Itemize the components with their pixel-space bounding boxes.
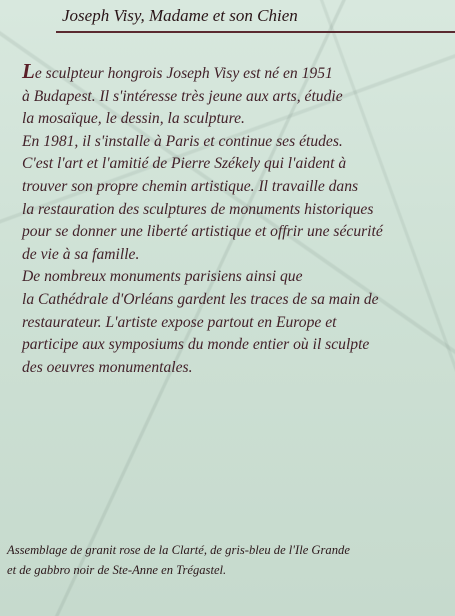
text-line: la restauration des sculptures de monuments historiques (22, 200, 374, 218)
text-line: la Cathédrale d'Orléans gardent les traces de sa main de (22, 290, 379, 308)
text-line: de vie à sa famille. (22, 245, 140, 263)
caption-line: Assemblage de granit rose de la Clarté, de gris-bleu de l'Ile Grande (7, 543, 350, 557)
text-line: restaurateur. L'artiste expose partout en Europe et (22, 313, 337, 331)
plaque-title: Joseph Visy, Madame et son Chien (62, 6, 298, 25)
text-line: De nombreux monuments parisiens ainsi que (22, 268, 303, 286)
title-underline (56, 31, 455, 33)
caption-line: et de gabbro noir de Ste-Anne en Trégastel. (7, 563, 227, 577)
text-line: participe aux symposiums du monde entier où il sculpte (22, 336, 370, 354)
drop-cap: L (22, 59, 35, 83)
biography-text (22, 60, 447, 379)
text-line: En 1981, il s'installe à Paris et continue ses études. (22, 132, 343, 150)
text-line: la mosaïque, le dessin, la sculpture. (22, 110, 245, 128)
text-line: à Budapest. Il s'intéresse très jeune aux arts, étudie (22, 87, 343, 105)
text-line: trouver son propre chemin artistique. Il travaille dans (22, 177, 359, 195)
text-line: pour se donner une liberté artistique et offrir une sécurité (22, 223, 383, 241)
first-line-text: e sculpteur hongrois Joseph Visy est né en 1951 (34, 65, 333, 82)
materials-caption (7, 540, 447, 580)
text-line: des oeuvres monumentales. (22, 358, 193, 376)
text-line (22, 60, 447, 86)
text-line: C'est l'art et l'amitié de Pierre Székely qui l'aident à (22, 155, 347, 173)
